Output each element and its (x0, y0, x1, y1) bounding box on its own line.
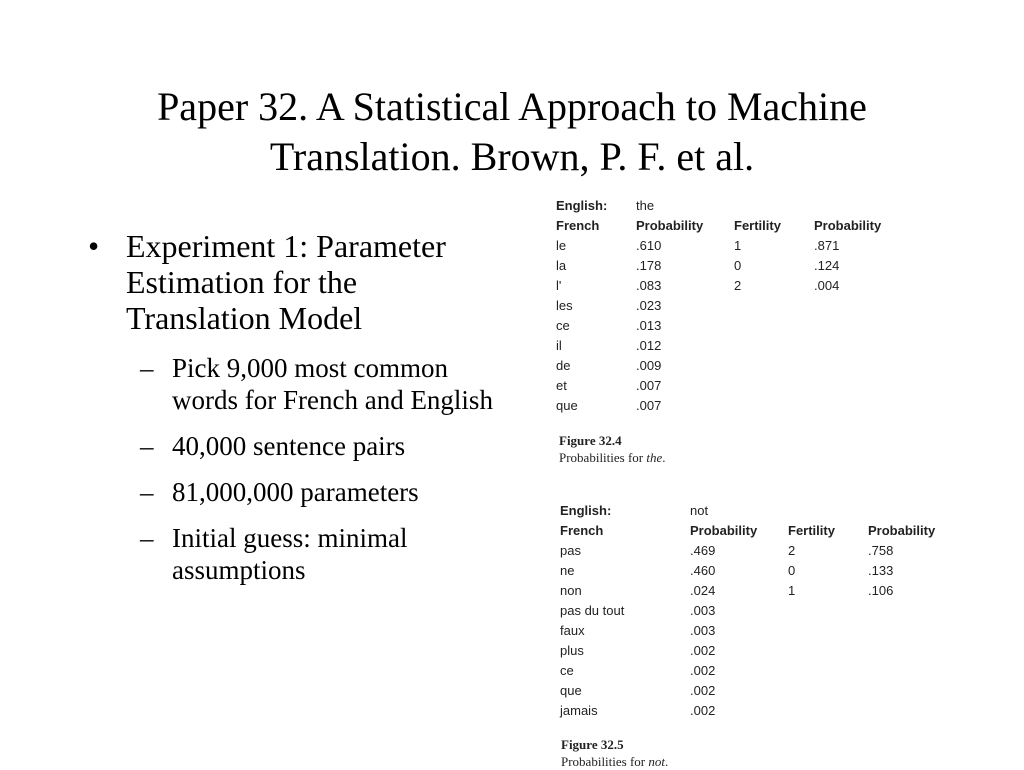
column-header-row (556, 216, 904, 236)
table-cell (814, 376, 904, 396)
bullet-item (88, 228, 498, 586)
table-cell: .871 (814, 238, 840, 253)
table-cell: .007 (636, 378, 662, 393)
caption-text: Probabilities for (561, 754, 646, 769)
table-cell (814, 396, 904, 416)
table-cell: les (556, 298, 573, 313)
table-row (556, 236, 904, 256)
sub-bullet-item (126, 522, 498, 586)
table-cell: .002 (690, 683, 716, 698)
table-cell (868, 701, 958, 721)
table-cell (734, 356, 814, 376)
sub-bullet-item (126, 476, 498, 508)
title-line-1: Paper 32. A Statistical Approach to Machine (157, 84, 867, 129)
table-cell: que (556, 398, 578, 413)
table-cell: .133 (868, 563, 894, 578)
table-cell (788, 661, 868, 681)
bullet-text: Experiment 1: Parameter Estimation for the Translation Model (126, 228, 446, 336)
table-cell: .178 (636, 258, 662, 273)
table-row (560, 541, 958, 561)
table-cell: .003 (690, 603, 716, 618)
caption-text: Probabilities for (559, 450, 644, 465)
sub-bullet-text: 81,000,000 parameters (172, 477, 419, 507)
table-row (556, 256, 904, 276)
table-cell: pas du tout (560, 603, 625, 618)
figure-32-5-table (560, 501, 958, 721)
table-row (560, 681, 958, 701)
table-cell: et (556, 378, 567, 393)
table-cell: .024 (690, 583, 716, 598)
table-cell: 0 (734, 258, 742, 273)
table-cell: 0 (788, 563, 796, 578)
column-header: Probability (868, 523, 936, 538)
title-line-2: Translation. Brown, P. F. et al. (269, 134, 755, 179)
column-header: Probability (636, 218, 704, 233)
table-cell (788, 601, 868, 621)
table-cell: de (556, 358, 571, 373)
table-cell: .106 (868, 583, 894, 598)
table-cell (814, 336, 904, 356)
table-cell: 1 (734, 238, 742, 253)
table-row (556, 356, 904, 376)
column-header: Probability (814, 218, 882, 233)
table-cell: la (556, 258, 567, 273)
table-cell: .007 (636, 398, 662, 413)
table-cell (814, 296, 904, 316)
column-header: French (556, 218, 600, 233)
table-cell (788, 701, 868, 721)
table-cell: ce (556, 318, 570, 333)
table-cell: .002 (690, 643, 716, 658)
english-word: not (690, 503, 709, 518)
table-cell: .004 (814, 278, 840, 293)
caption-word: the (646, 450, 663, 465)
column-header: French (560, 523, 604, 538)
table-cell: non (560, 583, 582, 598)
table-cell (734, 296, 814, 316)
caption-label: Figure 32.4 (559, 433, 622, 448)
sub-bullet-text: Initial guess: minimal assumptions (172, 523, 408, 585)
column-header: Fertility (788, 523, 835, 538)
table-cell: que (560, 683, 582, 698)
table-cell: .460 (690, 563, 716, 578)
table-cell: .002 (690, 703, 716, 718)
table-cell (814, 356, 904, 376)
table-cell (734, 316, 814, 336)
slide-title (0, 82, 1024, 182)
table-row (556, 276, 904, 296)
english-word-row (556, 196, 904, 216)
bullet-glyph: • (88, 228, 100, 264)
table-cell: jamais (560, 703, 598, 718)
english-label: English: (560, 503, 612, 518)
table-cell: .469 (690, 543, 716, 558)
table-cell: .009 (636, 358, 662, 373)
table-cell: .013 (636, 318, 662, 333)
table-cell (868, 621, 958, 641)
sub-bullet-item (126, 352, 498, 416)
table-cell (788, 681, 868, 701)
sub-bullet-glyph: – (140, 523, 154, 553)
table-cell (734, 336, 814, 356)
table-cell (868, 661, 958, 681)
table-row (556, 396, 904, 416)
table-row (560, 701, 958, 721)
table-row (556, 376, 904, 396)
sub-bullet-list (126, 352, 498, 586)
english-label: English: (556, 198, 608, 213)
table-cell: le (556, 238, 567, 253)
table-cell: faux (560, 623, 585, 638)
table-cell: .124 (814, 258, 840, 273)
column-header-row (560, 521, 958, 541)
table-cell: .758 (868, 543, 894, 558)
table-cell (788, 641, 868, 661)
table-cell: il (556, 338, 562, 353)
table-cell: plus (560, 643, 584, 658)
english-word-row (560, 501, 958, 521)
table-cell (868, 641, 958, 661)
column-header: Fertility (734, 218, 781, 233)
table-cell (868, 681, 958, 701)
table-cell: .023 (636, 298, 662, 313)
sub-bullet-glyph: – (140, 477, 154, 507)
table-cell: .002 (690, 663, 716, 678)
table-row (560, 621, 958, 641)
table-cell: ne (560, 563, 575, 578)
bullet-list (88, 228, 498, 600)
table-row (560, 561, 958, 581)
sub-bullet-item (126, 430, 498, 462)
figure-32-4-table (556, 196, 904, 416)
english-word: the (636, 198, 655, 213)
table-cell (788, 621, 868, 641)
table-row (560, 661, 958, 681)
sub-bullet-glyph: – (140, 353, 154, 383)
caption-label: Figure 32.5 (561, 737, 624, 752)
caption-word: not (648, 754, 666, 769)
sub-bullet-glyph: – (140, 431, 154, 461)
table-cell (814, 316, 904, 336)
table-cell: ce (560, 663, 574, 678)
table-cell: l' (556, 278, 562, 293)
column-header: Probability (690, 523, 758, 538)
table-cell: pas (560, 543, 581, 558)
table-cell: .003 (690, 623, 716, 638)
table-cell: 2 (734, 278, 742, 293)
table-cell: .610 (636, 238, 662, 253)
table-row (560, 641, 958, 661)
sub-bullet-text: Pick 9,000 most common words for French and English (172, 353, 493, 415)
caption-end: . (665, 754, 669, 769)
figure-32-4-caption (559, 432, 666, 466)
table-cell (868, 601, 958, 621)
table-cell (734, 376, 814, 396)
figure-32-5-caption (561, 736, 668, 770)
table-row (556, 336, 904, 356)
table-row (556, 316, 904, 336)
caption-end: . (662, 450, 666, 465)
table-row (560, 581, 958, 601)
table-cell: 1 (788, 583, 796, 598)
table-cell: .012 (636, 338, 662, 353)
table-row (556, 296, 904, 316)
table-cell: .083 (636, 278, 662, 293)
table-cell (734, 396, 814, 416)
table-row (560, 601, 958, 621)
sub-bullet-text: 40,000 sentence pairs (172, 431, 406, 461)
table-cell: 2 (788, 543, 796, 558)
